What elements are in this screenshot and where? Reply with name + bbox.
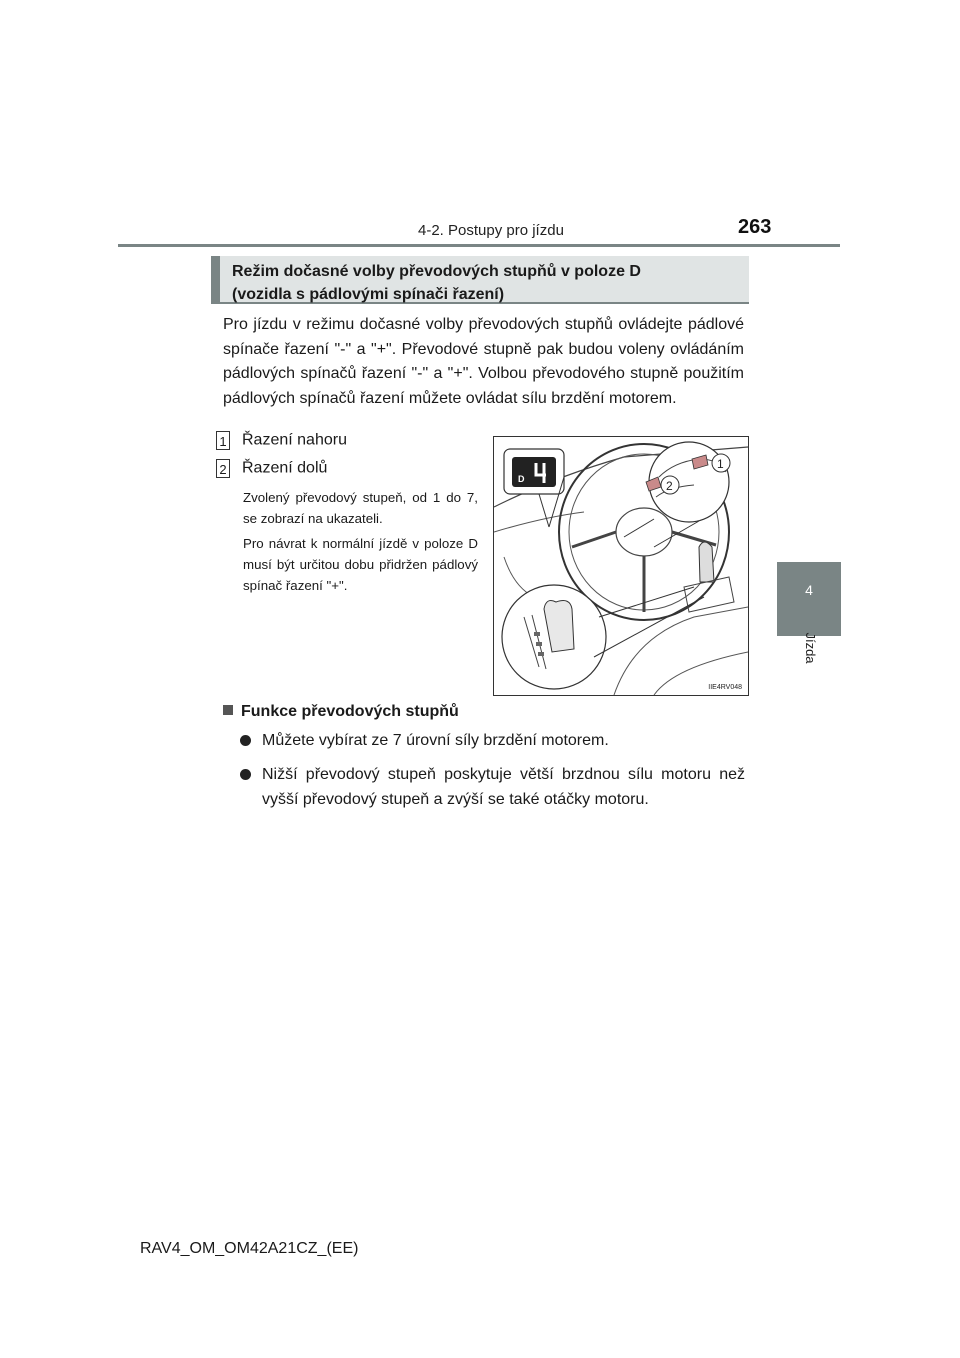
item-shift-down (216, 459, 327, 478)
square-bullet-icon (223, 705, 233, 715)
bullet-item (243, 763, 745, 812)
page-number: 263 (738, 216, 772, 238)
paddle-shift-illustration (493, 436, 749, 696)
note-return-to-d: Pro návrat k normální jízdě v poloze D musí být určitou dobu přidržen pádlový spínač řazení "+". (243, 536, 478, 593)
section-title-line1: Režim dočasné volby převodových stupňů v poloze D (232, 263, 641, 280)
chapter-label: Jízda (803, 632, 818, 664)
item-number-badge: 1 (216, 431, 230, 450)
subsection-heading (223, 703, 459, 721)
item-shift-up (216, 431, 347, 450)
bullet-dot-icon (240, 735, 251, 746)
chapter-tab (777, 562, 841, 636)
header-divider (118, 244, 840, 247)
bullet-item (243, 729, 745, 754)
section-label: 4-2. Postupy pro jízdu (418, 222, 564, 239)
subsection-title: Funkce převodových stupňů (241, 703, 459, 720)
chapter-number: 4 (805, 582, 813, 598)
callout-1: 1 (717, 457, 724, 471)
section-title-box (211, 256, 749, 304)
item-label: Řazení nahoru (242, 431, 347, 449)
document-code-footer: RAV4_OM_OM42A21CZ_(EE) (140, 1240, 359, 1257)
item-number-badge: 2 (216, 459, 230, 478)
item-label: Řazení dolů (242, 459, 328, 477)
bullet-dot-icon (240, 769, 251, 780)
bullet-text: Nižší převodový stupeň poskytuje větší brzdnou sílu motoru než vyšší převodový stupeň a zvýší se také otáčky motoru. (262, 766, 745, 808)
display-letter: D (518, 474, 525, 484)
callout-2: 2 (666, 479, 673, 493)
illustration-code: IIE4RV048 (708, 684, 742, 691)
illustration-drawing (494, 437, 748, 695)
bullet-text: Můžete vybírat ze 7 úrovní síly brzdění motorem. (262, 732, 609, 749)
note-gear-display: Zvolený převodový stupeň, od 1 do 7, se zobrazí na ukazateli. (243, 490, 478, 526)
intro-paragraph: Pro jízdu v režimu dočasné volby převodových stupňů ovládejte pádlové spínače řazení "-" a "+". Převodové stupně pak budou voleny ovládáním pádlových spínačů řazení "-" a "+". Volbou převodového stupně použitím pádlových spínačů řazení můžete ovládat sílu brzdění motorem. (223, 316, 744, 407)
section-title-line2: (vozidla s pádlovými spínači řazení) (232, 286, 505, 303)
